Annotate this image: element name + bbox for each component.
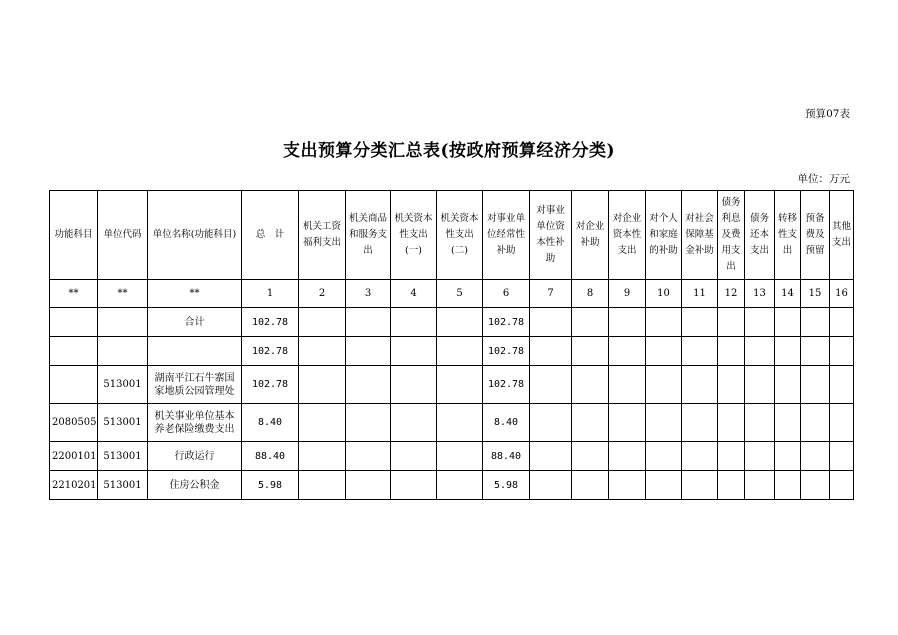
public-institution-subsidy-cell: 88.40 <box>483 442 530 471</box>
table-row <box>50 404 854 442</box>
index-cell: 1 <box>242 280 299 308</box>
table-row <box>50 442 854 471</box>
header-cell: 对个人和家庭的补助 <box>646 191 682 280</box>
header-cell: 单位名称(功能科目) <box>148 191 242 280</box>
header-cell: 对企业补助 <box>572 191 609 280</box>
header-cell: 机关商品和服务支出 <box>346 191 391 280</box>
unit-name-cell: 住房公积金 <box>148 471 242 500</box>
public-institution-subsidy-cell: 8.40 <box>483 404 530 442</box>
unit-code-cell <box>98 337 148 366</box>
index-cell: 9 <box>609 280 646 308</box>
table-row <box>50 471 854 500</box>
page-title: 支出预算分类汇总表(按政府预算经济分类) <box>282 141 616 161</box>
budget-table <box>49 190 854 500</box>
total-cell: 102.78 <box>242 366 299 404</box>
header-cell: 对企业资本性支出 <box>609 191 646 280</box>
function-code-cell <box>50 337 98 366</box>
index-cell: 13 <box>745 280 775 308</box>
header-cell: 其他支出 <box>830 191 854 280</box>
header-cell: 对事业单位经常性补助 <box>483 191 530 280</box>
index-cell: 7 <box>530 280 572 308</box>
header-cell: 债务还本支出 <box>745 191 775 280</box>
index-cell: ** <box>50 280 98 308</box>
table-row <box>50 366 854 404</box>
function-code-cell: 2210201 <box>50 471 98 500</box>
public-institution-subsidy-cell: 102.78 <box>483 308 530 337</box>
table-row-total <box>50 308 854 337</box>
index-cell: 3 <box>346 280 391 308</box>
function-code-cell: 2200101 <box>50 442 98 471</box>
public-institution-subsidy-cell: 5.98 <box>483 471 530 500</box>
index-cell: 14 <box>775 280 801 308</box>
total-cell: 102.78 <box>242 337 299 366</box>
unit-code-cell: 513001 <box>98 404 148 442</box>
header-cell: 单位代码 <box>98 191 148 280</box>
index-cell: 2 <box>299 280 346 308</box>
column-index-row <box>50 280 854 308</box>
index-cell: 11 <box>682 280 718 308</box>
index-cell: 4 <box>391 280 437 308</box>
unit-name-cell: 合计 <box>148 308 242 337</box>
unit-name-cell: 湖南平江石牛寨国家地质公园管理处 <box>148 366 242 404</box>
header-cell: 机关资本性支出(二) <box>437 191 483 280</box>
header-cell: 预备费及预留 <box>801 191 830 280</box>
total-cell: 8.40 <box>242 404 299 442</box>
header-row <box>50 191 854 280</box>
unit-label: 单位：万元 <box>797 173 850 185</box>
unit-name-cell: 行政运行 <box>148 442 242 471</box>
index-cell: 10 <box>646 280 682 308</box>
header-cell: 总 计 <box>242 191 299 280</box>
index-cell: 5 <box>437 280 483 308</box>
index-cell: 12 <box>718 280 745 308</box>
index-cell: 16 <box>830 280 854 308</box>
index-cell: 6 <box>483 280 530 308</box>
header-cell: 对事业单位资本性补助 <box>530 191 572 280</box>
header-cell: 转移性支出 <box>775 191 801 280</box>
header-cell: 机关工资福利支出 <box>299 191 346 280</box>
header-cell: 债务利息及费用支出 <box>718 191 745 280</box>
function-code-cell <box>50 366 98 404</box>
table-row <box>50 337 854 366</box>
index-cell: 15 <box>801 280 830 308</box>
unit-code-cell: 513001 <box>98 442 148 471</box>
index-cell: 8 <box>572 280 609 308</box>
index-cell: ** <box>148 280 242 308</box>
unit-name-cell: 机关事业单位基本养老保险缴费支出 <box>148 404 242 442</box>
header-cell: 对社会保障基金补助 <box>682 191 718 280</box>
total-cell: 88.40 <box>242 442 299 471</box>
total-cell: 5.98 <box>242 471 299 500</box>
header-cell: 功能科目 <box>50 191 98 280</box>
unit-code-cell: 513001 <box>98 366 148 404</box>
index-cell: ** <box>98 280 148 308</box>
header-cell: 机关资本性支出(一) <box>391 191 437 280</box>
public-institution-subsidy-cell: 102.78 <box>483 337 530 366</box>
public-institution-subsidy-cell: 102.78 <box>483 366 530 404</box>
unit-code-cell: 513001 <box>98 471 148 500</box>
form-number: 预算07表 <box>805 108 850 120</box>
unit-name-cell <box>148 337 242 366</box>
unit-code-cell <box>98 308 148 337</box>
function-code-cell: 2080505 <box>50 404 98 442</box>
function-code-cell <box>50 308 98 337</box>
total-cell: 102.78 <box>242 308 299 337</box>
